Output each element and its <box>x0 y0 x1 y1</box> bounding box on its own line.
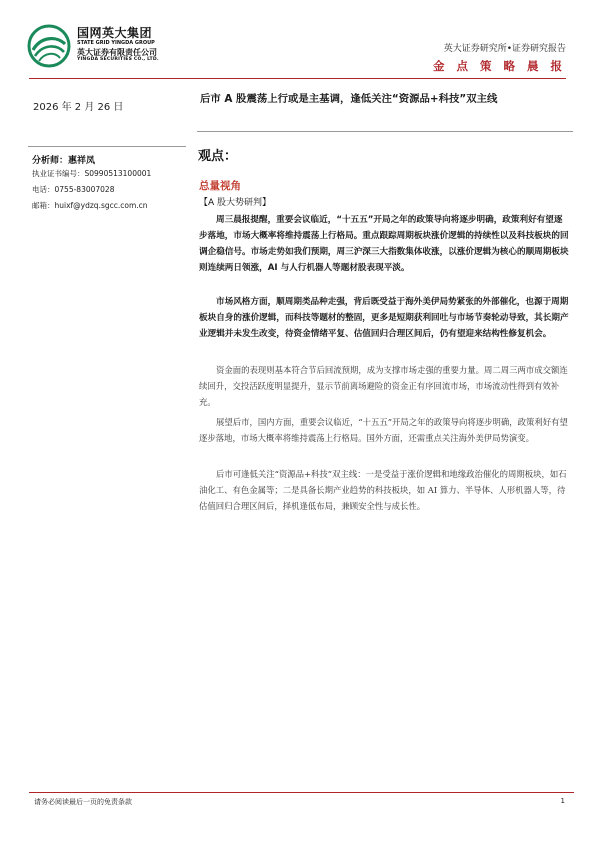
report-title: 后市 A 股震荡上行或是主基调，逢低关注“资源品+科技”双主线 <box>200 93 498 105</box>
title-divider <box>197 131 573 132</box>
analyst-phone: 电话：0755-83007028 <box>32 185 115 194</box>
logo-company-cn: 英大证券有限责任公司 <box>77 48 157 57</box>
footer-divider <box>29 792 574 793</box>
logo-name-cn: 国网英大集团 <box>77 26 153 40</box>
report-type: 金 点 策 略 晨 报 <box>432 59 566 73</box>
viewpoint-heading: 观点： <box>198 149 238 164</box>
analyst-divider <box>28 146 186 147</box>
footer-disclaimer: 请务必阅读最后一页的免责条款 <box>34 798 132 806</box>
paragraph: 资金面的表现则基本符合节后回流预期，成为支撑市场走强的重要力量。周二周三两市成交额连续回升，交投活跃度明显提升，显示节前离场避险的资金正有序回流市场，市场流动性得到有效补充。 <box>199 365 568 407</box>
logo-name-en: STATE GRID YINGDA GROUP <box>77 40 155 46</box>
header-divider <box>29 78 566 79</box>
subsection-heading: 【A 股大势研判】 <box>199 198 272 208</box>
paragraph: 市场风格方面，顺周期类品种走强，背后既受益于海外美伊局势紧张的外部催化，也源于周期板块自身的涨价逻辑，而科技等题材的整固，更多是短期获利回吐与市场节奏轮动导致，其长期产业逻辑并未发生改变，待资金情绪平复、估值回归合理区间后，仍有望迎来结构性修复机会。 <box>199 297 569 339</box>
company-logo <box>27 24 187 70</box>
paragraph: 后市可逢低关注“资源品+科技”双主线：一是受益于涨价逻辑和地缘政治催化的周期板块，如石油化工、有色金属等；二是具备长期产业趋势的科技板块，如 AI 算力、半导体、人形机器人等，待估值回归合理区间后，择机逢低布局，兼顾安全性与成长性。 <box>199 469 567 511</box>
report-date: 2026 年 2 月 26 日 <box>33 102 124 113</box>
institute-label: 英大证券研究所•证券研究报告 <box>443 44 566 54</box>
analyst-cert: 执业证书编号：S0990513100001 <box>32 169 152 178</box>
state-grid-logo-icon <box>27 24 71 68</box>
analyst-name: 分析师：惠祥凤 <box>32 156 96 166</box>
section-heading: 总量视角 <box>199 180 241 192</box>
paragraph: 周三晨报提醒，重要会议临近，“十五五”开局之年的政策导向将逐步明确，政策利好有望逐步落地，市场大概率将维持震荡上行格局。重点跟踪周期板块涨价逻辑的持续性以及科技板块的回调企稳信号。市场走势如我们预期，周三沪深三大指数集体收涨，以涨价逻辑为核心的顺周期板块则连续两日领涨，AI 与人行机器人等题材股表现平淡。 <box>199 215 569 273</box>
paragraph: 展望后市，国内方面，重要会议临近，“十五五”开局之年的政策导向将逐步明确，政策利好有望逐步落地，市场大概率将维持震荡上行格局。国外方面，还需重点关注海外美伊局势演变。 <box>199 417 568 443</box>
logo-company-en: YINGDA SECURITIES CO., LTD. <box>77 57 159 62</box>
analyst-email[interactable]: 邮箱：huixf@ydzq.sgcc.com.cn <box>32 201 148 210</box>
page-number: 1 <box>560 797 565 805</box>
